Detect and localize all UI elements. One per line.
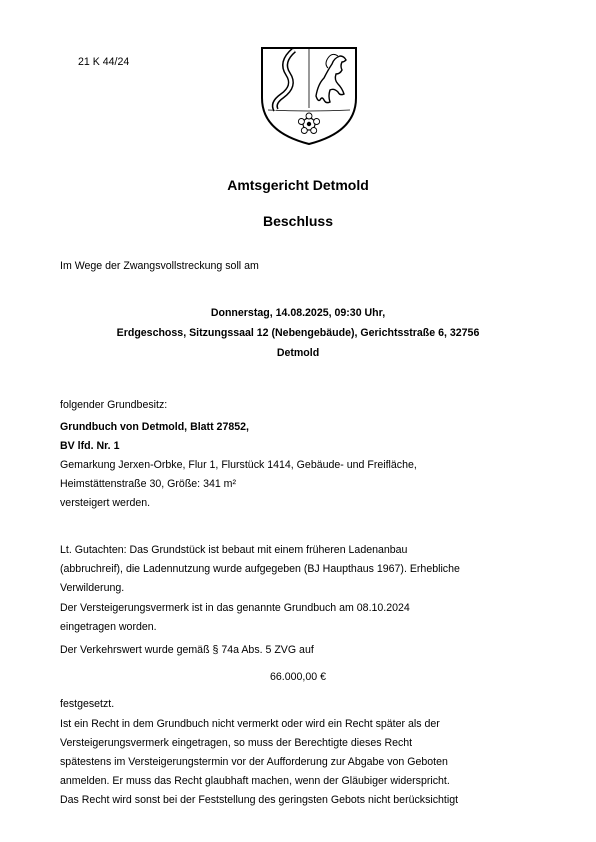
vermerk-line: eingetragen worden. [60, 621, 157, 633]
festgesetzt-text: festgesetzt. [60, 698, 115, 710]
recht-line: Ist ein Recht in dem Grundbuch nicht vermerkt oder wird ein Recht später als der [60, 718, 440, 730]
recht-line: anmelden. Er muss das Recht glaubhaft machen, wenn der Gläubiger widerspricht. [60, 775, 450, 787]
gutachten-line: Lt. Gutachten: Das Grundstück ist bebaut mit einem früheren Ladenanbau [60, 544, 408, 556]
document-title: Beschluss [262, 213, 334, 229]
gutachten-line: (abbruchreif), die Ladennutzung wurde aufgegeben (BJ Haupthaus 1967). Erhebliche [60, 563, 460, 575]
gutachten-line: Verwilderung. [60, 582, 125, 594]
vermerk-line: Der Versteigerungsvermerk ist in das genannte Grundbuch am 08.10.2024 [60, 602, 410, 614]
recht-line: Das Recht wird sonst bei der Feststellung des geringsten Gebots nicht berücksichtigt [60, 794, 459, 806]
court-name: Amtsgericht Detmold [227, 177, 369, 193]
recht-paragraph [60, 715, 530, 810]
intro-text: Im Wege der Zwangsvollstreckung soll am [60, 260, 259, 272]
termin-date: Donnerstag, 14.08.2025, 09:30 Uhr, [210, 307, 386, 319]
grundbuch-address: Heimstättenstraße 30, Größe: 341 m² [60, 478, 237, 490]
verkehrswert-label: Der Verkehrswert wurde gemäß § 74a Abs. 5 ZVG auf [60, 644, 314, 656]
verkehrswert-value: 66.000,00 € [270, 671, 326, 683]
gutachten-paragraph [60, 541, 530, 598]
grundbuch-gemarkung: Gemarkung Jerxen-Orbke, Flur 1, Flurstück 1414, Gebäude- und Freifläche, [60, 459, 417, 471]
grundbuch-title: Grundbuch von Detmold, Blatt 27852, [60, 421, 249, 433]
case-number: 21 K 44/24 [78, 56, 130, 68]
grundbuch-block [60, 418, 530, 513]
termin-city: Detmold [276, 347, 320, 359]
recht-line: spätestens im Versteigerungstermin vor der Aufforderung zur Abgabe von Geboten [60, 756, 448, 768]
vermerk-paragraph [60, 599, 530, 637]
termin-location: Erdgeschoss, Sitzungssaal 12 (Nebengebäude), Gerichtsstraße 6, 32756 [116, 327, 480, 339]
nrw-coat-of-arms-icon [258, 40, 360, 148]
recht-line: Versteigerungsvermerk eingetragen, so muss der Berechtigte dieses Recht [60, 737, 413, 749]
grundbuch-bv-number: BV lfd. Nr. 1 [60, 440, 120, 452]
grundbuch-versteigert: versteigert werden. [60, 497, 151, 509]
grundbesitz-label: folgender Grundbesitz: [60, 399, 168, 411]
